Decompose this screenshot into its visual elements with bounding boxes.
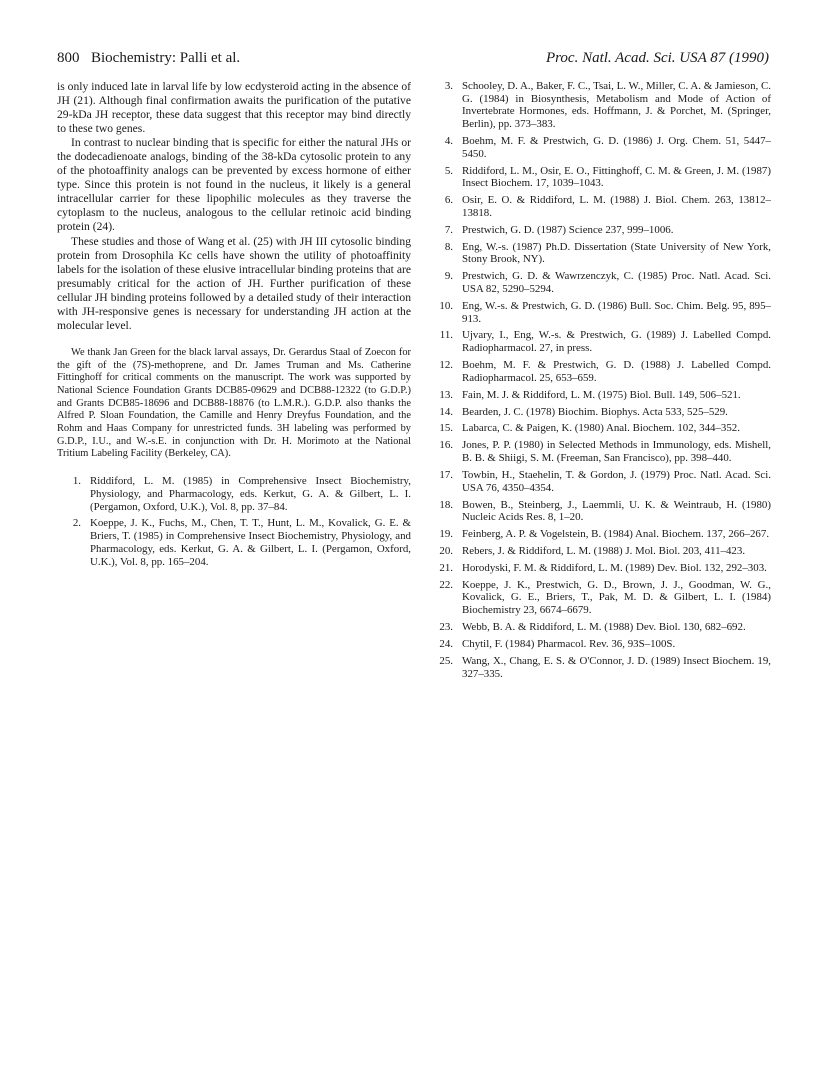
reference-number: 4. [444, 135, 453, 147]
reference-item [429, 389, 771, 402]
reference-item [429, 621, 771, 634]
reference-number: 24. [439, 637, 453, 650]
reference-text: Bowen, B., Steinberg, J., Laemmli, U. K. & Weintraub, H. (1980) Nucleic Acids Res. 8, 1–20. [462, 498, 771, 524]
reference-number: 5. [444, 164, 453, 177]
reference-item [429, 329, 771, 354]
reference-text: Boehm, M. F. & Prestwich, G. D. (1988) J. Labelled Compd. Radiopharmacol. 25, 653–659. [462, 359, 771, 384]
body-paragraph: These studies and those of Wang et al. (25) with JH III cytosolic binding protein from Drosophila Kc cells have shown the utility of photoaffinity labels for the isolation of these elusive intracellular binding proteins that are presumably critical for the action of JH. Further purification of these cellular JH binding proteins followed by a detailed study of their interaction with JH-responsive genes is necessary for understanding JH action at the molecular level. [57, 234, 411, 332]
reference-list-left [57, 475, 411, 568]
reference-text: Ujvary, I., Eng, W.-s. & Prestwich, G. (1989) J. Labelled Compd. Radiopharmacol. 27, in press. [462, 329, 771, 355]
reference-item [429, 579, 771, 617]
reference-text: Boehm, M. F. & Prestwich, G. D. (1986) J. Org. Chem. 51, 5447–5450. [462, 135, 771, 160]
reference-item [429, 165, 771, 190]
reference-number: 18. [439, 498, 453, 511]
reference-item [429, 224, 771, 237]
reference-item [57, 517, 411, 568]
reference-text: Eng, W.-s. & Prestwich, G. D. (1986) Bull. Soc. Chim. Belg. 95, 895–913. [462, 299, 771, 325]
reference-item [429, 545, 771, 558]
reference-text: Chytil, F. (1984) Pharmacol. Rev. 36, 93S–100S. [462, 637, 676, 650]
reference-item [429, 359, 771, 384]
page-number: 800 [57, 50, 80, 66]
reference-item [429, 528, 771, 541]
reference-item [429, 80, 771, 131]
reference-text: Feinberg, A. P. & Vogelstein, B. (1984) Anal. Biochem. 137, 266–267. [462, 528, 770, 541]
reference-number: 7. [444, 223, 453, 236]
reference-text: Bearden, J. C. (1978) Biochim. Biophys. Acta 533, 525–529. [462, 405, 728, 418]
acknowledgment: We thank Jan Green for the black larval assays, Dr. Gerardus Staal of Zoecon for the gift of the (7S)-methoprene, and Dr. James Truman and Ms. Catherine Fittinghoff for critical comments on the manuscript. The work was supported by National Science Foundation Grants DCB85-09629 and DCB88-12322 (to G.D.P.) and Grants DCB85-18696 and DCB88-18876 (to L.M.R.). G.D.P. also thanks the Alfred P. Sloan Foundation, the Camille and Henry Dreyfus Foundation, and the Rohm and Haas Company for unrestricted funds. 3H labeling was performed by G.D.P., I.U., and W.-s.E. in conjunction with Dr. H. Morimoto at the National Tritium Labeling Facility (Berkeley, CA). [57, 346, 411, 460]
reference-item [429, 270, 771, 295]
reference-text: Riddiford, L. M., Osir, E. O., Fittinghoff, C. M. & Green, J. M. (1987) Insect Biochem. 17, 1039–1043. [462, 164, 771, 190]
reference-text: Jones, P. P. (1980) in Selected Methods in Immunology, eds. Mishell, B. B. & Shiigi, S. M. (Freeman, San Francisco), pp. 398–440. [462, 439, 771, 465]
reference-number: 13. [439, 388, 453, 401]
reference-item [429, 241, 771, 266]
reference-text: Prestwich, G. D. (1987) Science 237, 999–1006. [462, 223, 674, 236]
reference-text: Fain, M. J. & Riddiford, L. M. (1975) Biol. Bull. 149, 506–521. [462, 388, 741, 401]
reference-number: 6. [444, 194, 453, 207]
body-paragraph: is only induced late in larval life by low ecdysteroid acting in the absence of JH (21). Although final confirmation awaits the purification of the putative 29-kDa JH receptor, these data suggest that this receptor may bind directly to these two genes. [57, 80, 411, 136]
reference-text: Schooley, D. A., Baker, F. C., Tsai, L. W., Miller, C. A. & Jamieson, C. G. (1984) in Biosynthesis, Metabolism and Mode of Action of Invertebrate Hormones, eds. Hoffmann, J. & Porchet, M. (Springer, Berlin), pp. 373–383. [462, 80, 771, 131]
reference-list-right [429, 80, 771, 680]
reference-number: 25. [439, 654, 453, 667]
reference-text: Webb, B. A. & Riddiford, L. M. (1988) Dev. Biol. 130, 682–692. [462, 621, 746, 634]
left-column [57, 80, 411, 572]
running-title: Biochemistry: Palli et al. [91, 50, 241, 66]
reference-number: 23. [439, 621, 453, 634]
reference-text: Koeppe, J. K., Fuchs, M., Chen, T. T., Hunt, L. M., Kovalick, G. E. & Briers, T. (1985) in Comprehensive Insect Biochemistry, Physiology, and Pharmacology, eds. Kerkut, G. A. & Gilbert, L. I. (Pergamon, Oxford, U.K.), Vol. 8, pp. 165–204. [90, 517, 411, 568]
reference-number: 9. [444, 270, 453, 283]
reference-item [57, 475, 411, 513]
reference-text: Osir, E. O. & Riddiford, L. M. (1988) J. Biol. Chem. 263, 13812–13818. [462, 194, 771, 219]
reference-text: Prestwich, G. D. & Wawrzenczyk, C. (1985) Proc. Natl. Acad. Sci. USA 82, 5290–5294. [462, 270, 771, 295]
reference-item [429, 562, 771, 575]
right-column [429, 80, 771, 684]
reference-text: Labarca, C. & Paigen, K. (1980) Anal. Biochem. 102, 344–352. [462, 422, 740, 435]
reference-item [429, 422, 771, 435]
reference-item [429, 406, 771, 419]
reference-number: 20. [439, 544, 453, 557]
reference-item [429, 194, 771, 219]
reference-item [429, 655, 771, 680]
reference-number: 14. [439, 405, 453, 418]
page-header [57, 50, 769, 72]
reference-number: 1. [72, 475, 81, 488]
reference-number: 15. [439, 422, 453, 435]
reference-number: 8. [444, 240, 453, 253]
reference-item [429, 638, 771, 651]
reference-item [429, 439, 771, 464]
reference-item [429, 300, 771, 325]
reference-number: 3. [444, 80, 453, 92]
reference-text: Towbin, H., Staehelin, T. & Gordon, J. (1979) Proc. Natl. Acad. Sci. USA 76, 4350–4354. [462, 468, 771, 494]
reference-item [429, 469, 771, 494]
reference-number: 16. [439, 439, 453, 452]
reference-number: 2. [72, 517, 81, 530]
reference-text: Koeppe, J. K., Prestwich, G. D., Brown, J. J., Goodman, W. G., Kovalick, G. E., Briers, T., Pak, M. D. & Gilbert, L. I. (1984) Biochemistry 23, 6674–6679. [462, 578, 771, 617]
reference-text: Wang, X., Chang, E. S. & O'Connor, J. D. (1989) Insect Biochem. 19, 327–335. [462, 654, 771, 680]
reference-text: Riddiford, L. M. (1985) in Comprehensive Insect Biochemistry, Physiology, and Pharmacology, eds. Kerkut, G. A. & Gilbert, L. I. (Pergamon, Oxford, U.K.), Vol. 8, pp. 37–84. [90, 475, 411, 513]
reference-text: Horodyski, F. M. & Riddiford, L. M. (1989) Dev. Biol. 132, 292–303. [462, 561, 767, 574]
reference-text: Rebers, J. & Riddiford, L. M. (1988) J. Mol. Biol. 203, 411–423. [462, 544, 746, 557]
reference-number: 19. [439, 528, 453, 541]
reference-item [429, 499, 771, 524]
reference-number: 17. [439, 468, 453, 481]
body-paragraph: In contrast to nuclear binding that is specific for either the natural JHs or the dodecadienoate analogs, binding of the 38-kDa cytosolic protein to any of the photoaffinity analogs can be prevented by excess hormone of either type. Since this protein is not found in the nucleus, it likely is a general intracellular carrier for these lipophilic molecules as they traverse the cytoplasm to the nucleus, analogous to the cellular retinoic acid binding protein (24). [57, 136, 411, 234]
reference-number: 12. [439, 359, 453, 372]
reference-number: 21. [439, 561, 453, 574]
reference-number: 10. [439, 299, 453, 312]
reference-number: 11. [439, 329, 453, 342]
journal-citation: Proc. Natl. Acad. Sci. USA 87 (1990) [545, 50, 769, 66]
reference-item [429, 135, 771, 160]
reference-number: 22. [439, 578, 453, 591]
reference-text: Eng, W.-s. (1987) Ph.D. Dissertation (State University of New York, Stony Brook, NY). [462, 240, 771, 266]
